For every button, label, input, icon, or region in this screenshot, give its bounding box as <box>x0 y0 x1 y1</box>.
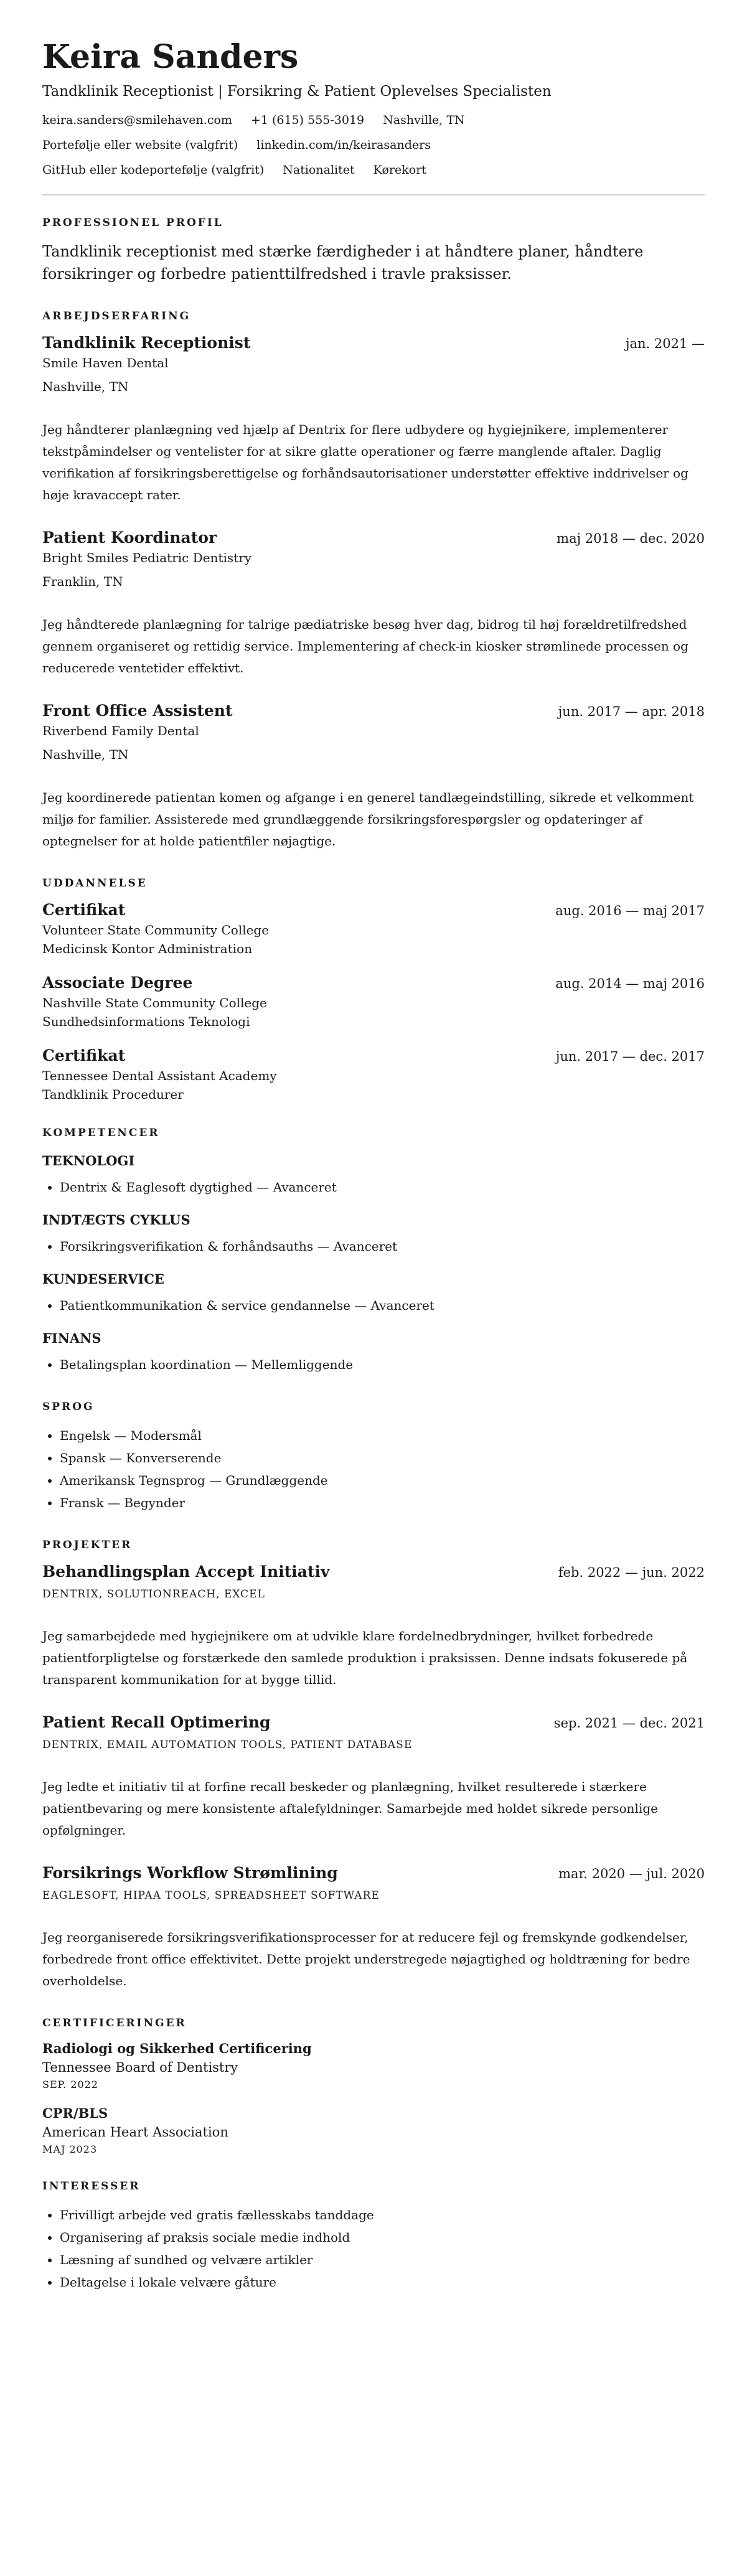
contact-phone[interactable]: +1 (615) 555-3019 <box>250 113 365 127</box>
certifications-list <box>42 2041 705 2155</box>
project-description: Jeg reorganiserede forsikringsverifikationsprocesser for at reducere fejl og fremskynde godkendelser, forbedrede front office effektivitet. Dette projekt understregede nøjagtighed og holdtræning for bedre overholdelse. <box>42 1929 690 1988</box>
resume-header <box>42 39 705 177</box>
experience-entry-header <box>42 702 705 720</box>
projects-section <box>42 1539 705 1992</box>
candidate-name: Keira Sanders <box>42 38 299 76</box>
job-company: Riverbend Family Dental <box>42 723 199 738</box>
skill-category-list <box>42 1294 705 1317</box>
experience-entry-header <box>42 529 705 547</box>
contact-row-2 <box>42 138 705 152</box>
job-location: Franklin, TN <box>42 573 123 589</box>
education-entry-header <box>42 974 705 992</box>
job-location: Nashville, TN <box>42 378 129 394</box>
education-entry-header <box>42 901 705 919</box>
experience-entry <box>42 529 705 679</box>
job-description: Jeg koordinerede patientan komen og afgange i en generel tandlægeindstilling, sikrede et velkomment miljø for familier. Assisterede med grundlæggende forsikringsforespørgsler og opdateringer af optegnelser for at holde patientfiler nøjagtige. <box>42 789 694 848</box>
field-of-study: Tandklinik Procedurer <box>42 1086 184 1102</box>
skill-category-title: FINANS <box>42 1330 101 1346</box>
skill-item: • Patientkommunikation & service gendannelse — Avanceret <box>60 1294 705 1317</box>
skill-item: • Betalingsplan koordination — Mellemliggende <box>60 1353 705 1376</box>
school-name: Volunteer State Community College <box>42 922 270 938</box>
degree-title: Associate Degree <box>42 973 193 992</box>
section-title-projects: PROJEKTER <box>42 1538 133 1551</box>
job-dates: jun. 2017 — apr. 2018 <box>558 703 705 719</box>
project-tech-stack: DENTRIX, SOLUTIONREACH, EXCEL <box>42 1587 265 1601</box>
job-company: Smile Haven Dental <box>42 355 169 370</box>
language-item: • Fransk — Begynder <box>60 1492 705 1514</box>
language-item: • Engelsk — Modersmål <box>60 1424 705 1447</box>
skill-category-list <box>42 1353 705 1376</box>
project-description: Jeg samarbejdede med hygiejnikere om at udvikle klare fordelnedbrydninger, hvilket forbedrede patientforpligtelse og forstærkede den samlede produktion i praksissen. Denne indsats fokuserede på transparent kommunikation for at bygge tillid. <box>42 1628 688 1687</box>
project-tech-stack: DENTRIX, EMAIL AUTOMATION TOOLS, PATIENT DATABASE <box>42 1738 413 1751</box>
profile-summary: Tandklinik receptionist med stærke færdigheder i at håndtere planer, håndtere forsikringer og forbedre patienttilfredshed i travle praksisser. <box>42 242 644 283</box>
project-entry <box>42 1713 705 1841</box>
language-item: • Spansk — Konverserende <box>60 1447 705 1469</box>
section-title-skills: KOMPETENCER <box>42 1126 160 1139</box>
certifications-section <box>42 2017 705 2155</box>
job-title: Patient Koordinator <box>42 528 217 547</box>
interest-item: • Organisering af praksis sociale medie indhold <box>60 2226 705 2249</box>
project-title: Forsikrings Workflow Strømlining <box>42 1863 338 1882</box>
project-description: Jeg ledte et initiativ til at forfine recall beskeder og planlægning, hvilket resulterede i stærkere patientbevaring og mere konsistente aftalefyldninger. Samarbejde med holdet sikrede personlige opfølgninger. <box>42 1779 658 1838</box>
certification-date: MAJ 2023 <box>42 2143 98 2155</box>
school-name: Nashville State Community College <box>42 995 267 1010</box>
degree-title: Certifikat <box>42 900 126 919</box>
skill-item: • Dentrix & Eaglesoft dygtighed — Avanceret <box>60 1176 705 1198</box>
skill-category-title: INDTÆGTS CYKLUS <box>42 1211 190 1228</box>
project-dates: mar. 2020 — jul. 2020 <box>558 1866 705 1881</box>
section-title-education: UDDANNELSE <box>42 877 148 890</box>
interest-item: • Frivilligt arbejde ved gratis fællesskabs tanddage <box>60 2204 705 2226</box>
education-entry <box>42 974 705 1029</box>
skills-section <box>42 1127 705 1376</box>
job-description: Jeg håndterer planlægning ved hjælp af Dentrix for flere udbydere og hygiejnikere, implementerer tekstpåmindelser og ventelister for at sikre glatte operationer og færre manglende aftaler. Daglig verifikation af forsikringsberettigelse og forhåndsautorisationer understøtter effektive inddrivelser og høje kravaccept rater. <box>42 421 688 502</box>
contact-location: Nashville, TN <box>383 113 465 127</box>
education-section <box>42 877 705 1102</box>
section-title-languages: SPROG <box>42 1400 95 1413</box>
project-dates: feb. 2022 — jun. 2022 <box>558 1564 705 1580</box>
job-title: Tandklinik Receptionist <box>42 333 251 352</box>
education-entry-header <box>42 1046 705 1065</box>
skill-category-list <box>42 1235 705 1257</box>
project-entry-header <box>42 1563 705 1581</box>
contact-drivers-license: Kørekort <box>373 162 426 177</box>
contact-github[interactable]: GitHub eller kodeportefølje (valgfrit) <box>42 162 265 177</box>
education-dates: jun. 2017 — dec. 2017 <box>555 1048 705 1064</box>
profile-section <box>42 217 705 285</box>
certification-entry <box>42 2041 705 2090</box>
experience-list <box>42 334 705 852</box>
languages-list <box>42 1424 705 1514</box>
skill-category-list <box>42 1176 705 1198</box>
experience-entry-header <box>42 334 705 352</box>
project-entry <box>42 1864 705 1992</box>
project-tech-stack: EAGLESOFT, HIPAA TOOLS, SPREADSHEET SOFTWARE <box>42 1889 380 1902</box>
job-description: Jeg håndterede planlægning for talrige pædiatriske besøg hver dag, bidrog til høj forældretilfredshed gennem organiseret og rettidig service. Implementering af check-in kiosker strømlinede processen og reducerede ventetider effektivt. <box>42 616 688 675</box>
project-entry <box>42 1563 705 1691</box>
interests-list <box>42 2204 705 2293</box>
contact-nationality: Nationalitet <box>283 162 355 177</box>
contact-portfolio[interactable]: Portefølje eller website (valgfrit) <box>42 138 238 152</box>
experience-entry <box>42 334 705 506</box>
experience-entry <box>42 702 705 852</box>
job-company: Bright Smiles Pediatric Dentistry <box>42 550 252 565</box>
job-dates: jan. 2021 — <box>625 336 705 351</box>
job-title: Front Office Assistent <box>42 701 233 720</box>
experience-section <box>42 310 705 852</box>
interest-item: • Deltagelse i lokale velvære gåture <box>60 2271 705 2293</box>
degree-title: Certifikat <box>42 1046 126 1065</box>
education-list <box>42 901 705 1102</box>
certification-issuer: American Heart Association <box>42 2124 228 2140</box>
contact-email[interactable]: keira.sanders@smilehaven.com <box>42 113 232 127</box>
contact-linkedin[interactable]: linkedin.com/in/keirasanders <box>256 138 431 152</box>
field-of-study: Sundhedsinformations Teknologi <box>42 1013 250 1029</box>
candidate-headline: Tandklinik Receptionist | Forsikring & Patient Oplevelses Specialisten <box>42 83 552 100</box>
skills-list <box>42 1153 705 1376</box>
education-entry <box>42 901 705 956</box>
languages-section <box>42 1401 705 1514</box>
certification-name: CPR/BLS <box>42 2105 108 2121</box>
project-title: Behandlingsplan Accept Initiativ <box>42 1562 330 1581</box>
interest-item: • Læsning af sundhed og velvære artikler <box>60 2249 705 2271</box>
certification-date: SEP. 2022 <box>42 2078 99 2090</box>
skill-category-title: KUNDESERVICE <box>42 1271 164 1287</box>
job-location: Nashville, TN <box>42 746 129 762</box>
education-entry <box>42 1046 705 1102</box>
project-entry-header <box>42 1713 705 1731</box>
section-title-certifications: CERTIFICERINGER <box>42 2016 187 2029</box>
skill-item: • Forsikringsverifikation & forhåndsauths — Avanceret <box>60 1235 705 1257</box>
project-entry-header <box>42 1864 705 1882</box>
section-title-profile: PROFESSIONEL PROFIL <box>42 216 223 229</box>
school-name: Tennessee Dental Assistant Academy <box>42 1068 277 1083</box>
contact-row-1 <box>42 113 705 127</box>
certification-issuer: Tennessee Board of Dentistry <box>42 2059 238 2075</box>
interests-section <box>42 2180 705 2293</box>
education-dates: aug. 2014 — maj 2016 <box>555 975 705 991</box>
projects-list <box>42 1563 705 1992</box>
header-divider <box>42 194 705 195</box>
certification-entry <box>42 2105 705 2155</box>
project-title: Patient Recall Optimering <box>42 1713 271 1731</box>
certification-name: Radiologi og Sikkerhed Certificering <box>42 2040 312 2056</box>
section-title-interests: INTERESSER <box>42 2179 141 2193</box>
language-item: • Amerikansk Tegnsprog — Grundlæggende <box>60 1469 705 1492</box>
job-dates: maj 2018 — dec. 2020 <box>557 530 705 546</box>
skill-category-title: TEKNOLOGI <box>42 1152 135 1168</box>
field-of-study: Medicinsk Kontor Administration <box>42 941 253 956</box>
project-dates: sep. 2021 — dec. 2021 <box>553 1715 705 1731</box>
section-title-experience: ARBEJDSERFARING <box>42 309 191 322</box>
contact-row-3 <box>42 163 705 177</box>
education-dates: aug. 2016 — maj 2017 <box>555 903 705 918</box>
